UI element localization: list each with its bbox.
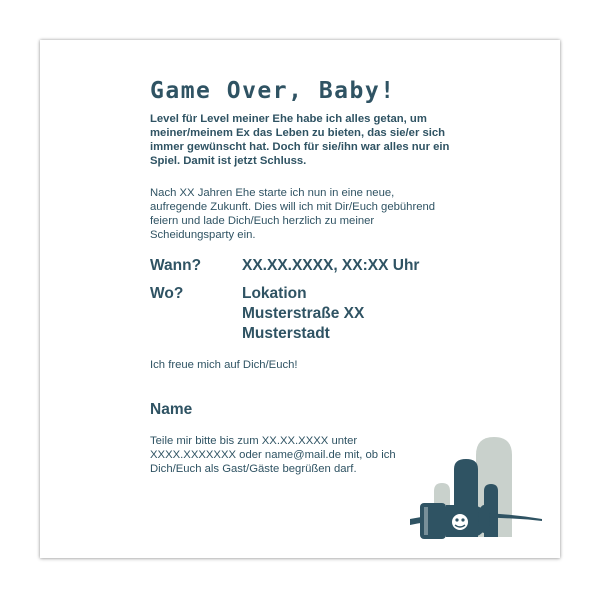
pipes-and-bullet-cannon-icon xyxy=(410,433,542,545)
where-label: Wo? xyxy=(150,285,184,302)
rsvp-text: Teile mir bitte bis zum XX.XX.XXXX unter XXXX.XXXXXXX oder name@mail.de mit, ob ich Dich/Euch als Gast/Gäste begrüßen darf. xyxy=(150,435,396,475)
invitation-title: Game Over, Baby! xyxy=(150,78,396,104)
host-name: Name xyxy=(150,401,193,418)
city-line: Musterstadt xyxy=(242,325,330,342)
when-row xyxy=(150,256,450,276)
location-line: Lokation xyxy=(242,285,307,302)
invitation-card xyxy=(40,40,560,558)
intro-text: Level für Level meiner Ehe habe ich alles getan, um meiner/meinem Ex das Leben zu bieten, das sie/er sich immer gewünscht hat. Doch für sie/ihn war alles nur ein Spiel. Damit ist jetzt Schluss. xyxy=(150,113,450,167)
when-value: XX.XX.XXXX, XX:XX Uhr xyxy=(242,257,420,274)
body-text: Nach XX Jahren Ehe starte ich nun in eine neue, aufregende Zukunft. Dies will ich mit Dir/Euch gebührend feiern und lade Dich/Euch herzlich zu meiner Scheidungsparty ein. xyxy=(150,187,436,241)
street-line: Musterstraße XX xyxy=(242,305,365,322)
where-row xyxy=(150,284,450,344)
invitation-content xyxy=(150,78,450,476)
closing-text: Ich freue mich auf Dich/Euch! xyxy=(150,359,298,371)
where-address xyxy=(242,284,364,344)
when-label: Wann? xyxy=(150,257,202,274)
